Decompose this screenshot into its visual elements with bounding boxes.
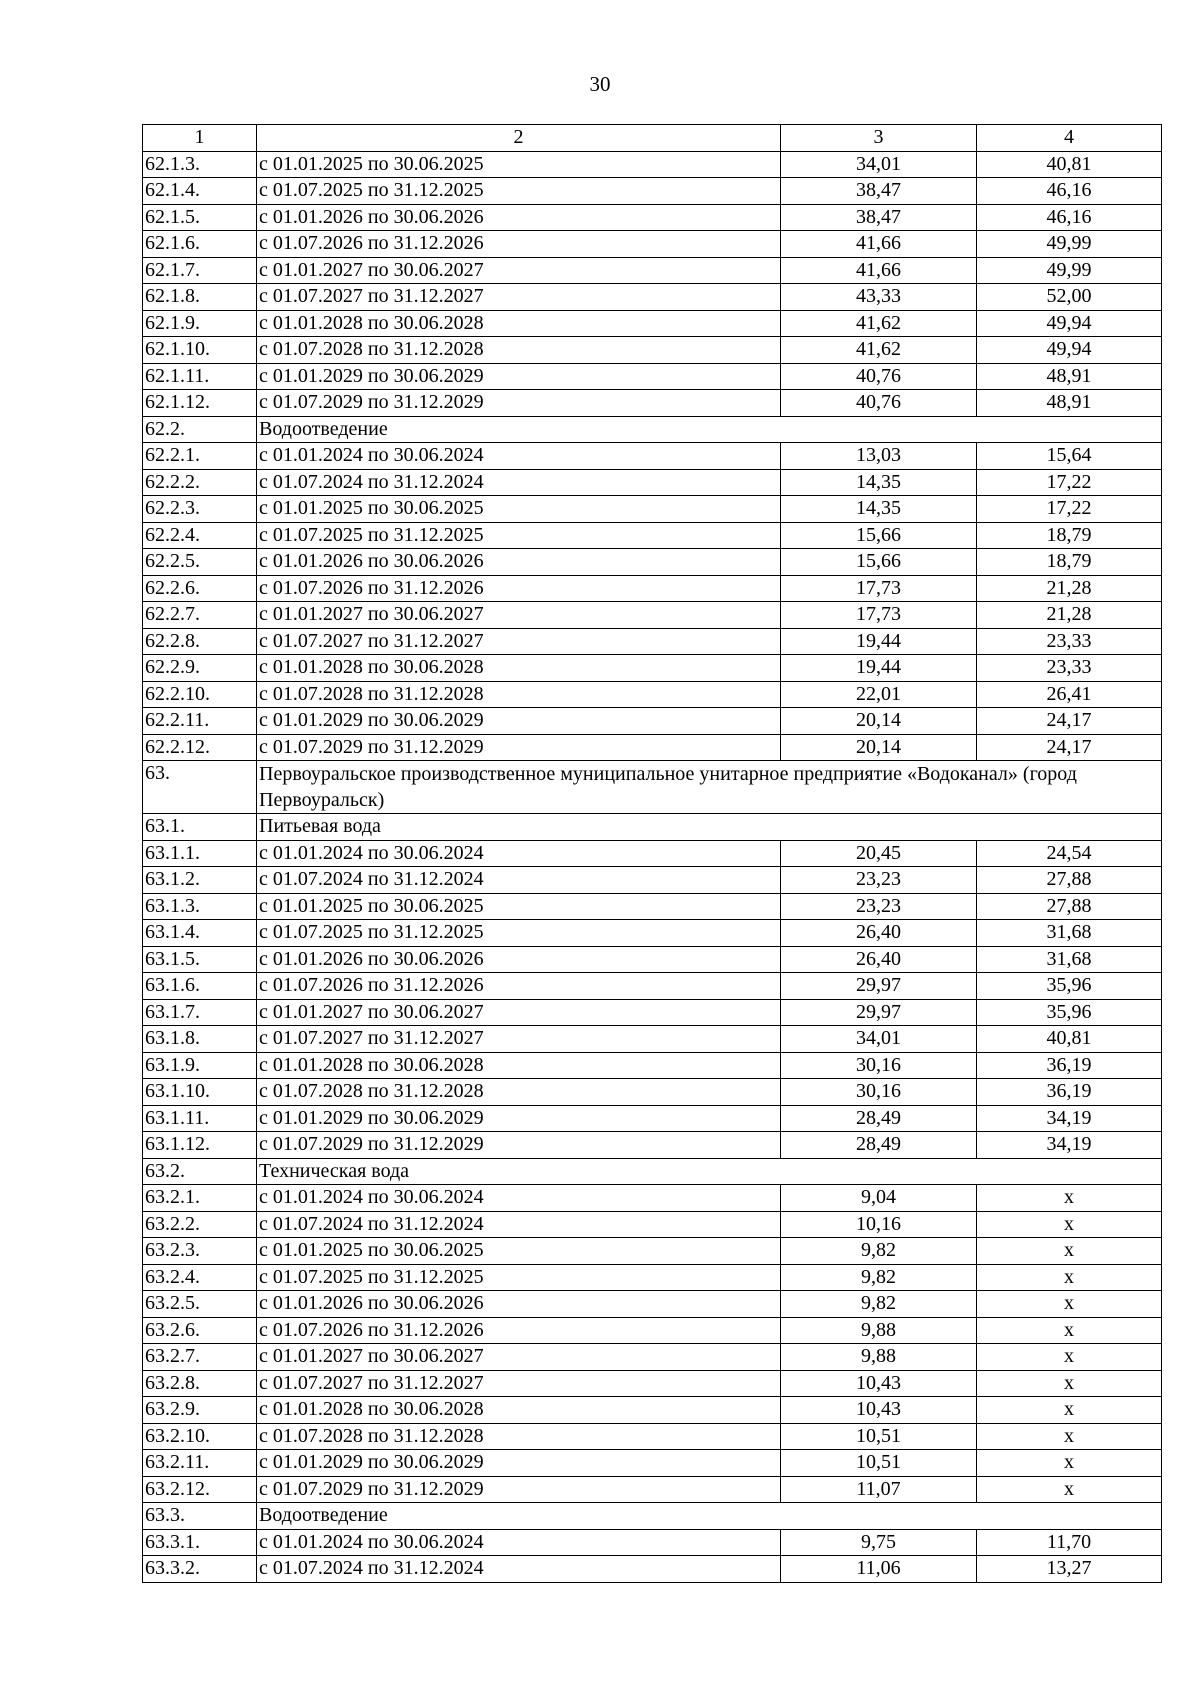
- row-value-col4: 52,00: [977, 284, 1162, 311]
- section-title: Водоотведение: [257, 416, 1162, 443]
- table-row: [143, 867, 1162, 894]
- row-period: с 01.07.2025 по 31.12.2025: [257, 178, 781, 205]
- table-row: [143, 1370, 1162, 1397]
- row-value-col3: 10,51: [781, 1423, 977, 1450]
- row-value-col4: 48,91: [977, 363, 1162, 390]
- table-row: [143, 1317, 1162, 1344]
- header-cell-4: 4: [977, 125, 1162, 152]
- row-value-col3: 29,97: [781, 999, 977, 1026]
- table-row: [143, 1476, 1162, 1503]
- row-value-col3: 14,35: [781, 469, 977, 496]
- row-period: с 01.07.2026 по 31.12.2026: [257, 575, 781, 602]
- table-row: [143, 284, 1162, 311]
- row-number: 63.2.11.: [143, 1450, 257, 1477]
- row-number: 63.1.9.: [143, 1052, 257, 1079]
- row-value-col4: х: [977, 1370, 1162, 1397]
- row-value-col3: 10,51: [781, 1450, 977, 1477]
- table-row: [143, 310, 1162, 337]
- row-number: 63.1.7.: [143, 999, 257, 1026]
- row-value-col3: 9,88: [781, 1317, 977, 1344]
- table-row: [143, 1079, 1162, 1106]
- row-value-col4: 24,17: [977, 708, 1162, 735]
- row-period: с 01.07.2029 по 31.12.2029: [257, 1132, 781, 1159]
- section-number: 63.1.: [143, 814, 257, 841]
- row-value-col3: 30,16: [781, 1079, 977, 1106]
- row-number: 63.2.3.: [143, 1238, 257, 1265]
- row-value-col4: х: [977, 1344, 1162, 1371]
- row-value-col4: 27,88: [977, 867, 1162, 894]
- row-value-col4: 21,28: [977, 602, 1162, 629]
- row-number: 63.2.8.: [143, 1370, 257, 1397]
- row-period: с 01.01.2024 по 30.06.2024: [257, 443, 781, 470]
- row-value-col4: 40,81: [977, 151, 1162, 178]
- row-number: 63.2.9.: [143, 1397, 257, 1424]
- row-number: 62.1.8.: [143, 284, 257, 311]
- row-period: с 01.01.2028 по 30.06.2028: [257, 1052, 781, 1079]
- row-number: 63.2.1.: [143, 1185, 257, 1212]
- row-value-col3: 9,82: [781, 1264, 977, 1291]
- row-value-col4: 35,96: [977, 999, 1162, 1026]
- row-value-col4: 36,19: [977, 1052, 1162, 1079]
- row-value-col4: 34,19: [977, 1132, 1162, 1159]
- row-value-col3: 11,07: [781, 1476, 977, 1503]
- table-row: [143, 1052, 1162, 1079]
- row-value-col3: 28,49: [781, 1105, 977, 1132]
- row-period: с 01.07.2026 по 31.12.2026: [257, 231, 781, 258]
- row-period: с 01.07.2028 по 31.12.2028: [257, 1079, 781, 1106]
- row-period: с 01.01.2024 по 30.06.2024: [257, 1185, 781, 1212]
- row-value-col3: 26,40: [781, 920, 977, 947]
- table-row: [143, 257, 1162, 284]
- table-row: [143, 469, 1162, 496]
- row-period: с 01.07.2027 по 31.12.2027: [257, 284, 781, 311]
- row-number: 63.2.5.: [143, 1291, 257, 1318]
- tariff-table-body: [143, 125, 1162, 1583]
- table-row: [143, 734, 1162, 761]
- row-value-col4: 24,54: [977, 840, 1162, 867]
- row-number: 62.2.11.: [143, 708, 257, 735]
- row-period: с 01.01.2026 по 30.06.2026: [257, 946, 781, 973]
- row-value-col4: 49,94: [977, 310, 1162, 337]
- row-period: с 01.01.2025 по 30.06.2025: [257, 1238, 781, 1265]
- row-period: с 01.01.2027 по 30.06.2027: [257, 1344, 781, 1371]
- row-value-col3: 10,16: [781, 1211, 977, 1238]
- row-value-col3: 38,47: [781, 178, 977, 205]
- row-value-col3: 30,16: [781, 1052, 977, 1079]
- row-period: с 01.07.2025 по 31.12.2025: [257, 920, 781, 947]
- row-number: 63.3.1.: [143, 1529, 257, 1556]
- row-number: 62.1.3.: [143, 151, 257, 178]
- table-row: [143, 1026, 1162, 1053]
- row-value-col4: 31,68: [977, 946, 1162, 973]
- row-value-col3: 19,44: [781, 628, 977, 655]
- table-row: [143, 973, 1162, 1000]
- row-value-col3: 38,47: [781, 204, 977, 231]
- row-value-col4: 18,79: [977, 522, 1162, 549]
- table-header-row: [143, 125, 1162, 152]
- row-value-col3: 15,66: [781, 522, 977, 549]
- row-period: с 01.07.2028 по 31.12.2028: [257, 1423, 781, 1450]
- row-number: 62.2.1.: [143, 443, 257, 470]
- row-value-col4: 23,33: [977, 628, 1162, 655]
- row-value-col3: 22,01: [781, 681, 977, 708]
- row-value-col3: 41,62: [781, 337, 977, 364]
- row-value-col3: 34,01: [781, 1026, 977, 1053]
- table-row: [143, 920, 1162, 947]
- table-row: [143, 496, 1162, 523]
- row-period: с 01.01.2025 по 30.06.2025: [257, 151, 781, 178]
- table-row: [143, 946, 1162, 973]
- row-period: с 01.07.2025 по 31.12.2025: [257, 1264, 781, 1291]
- row-period: с 01.07.2024 по 31.12.2024: [257, 1211, 781, 1238]
- row-value-col3: 26,40: [781, 946, 977, 973]
- row-period: с 01.01.2028 по 30.06.2028: [257, 655, 781, 682]
- row-period: с 01.01.2028 по 30.06.2028: [257, 1397, 781, 1424]
- table-row: [143, 1423, 1162, 1450]
- row-period: с 01.07.2029 по 31.12.2029: [257, 390, 781, 417]
- row-number: 63.1.6.: [143, 973, 257, 1000]
- table-row: [143, 549, 1162, 576]
- row-value-col4: х: [977, 1211, 1162, 1238]
- table-row: [143, 1132, 1162, 1159]
- table-row: [143, 151, 1162, 178]
- row-value-col4: 48,91: [977, 390, 1162, 417]
- row-value-col3: 9,82: [781, 1291, 977, 1318]
- section-row: [143, 814, 1162, 841]
- table-row: [143, 628, 1162, 655]
- row-period: с 01.01.2025 по 30.06.2025: [257, 893, 781, 920]
- row-value-col4: х: [977, 1238, 1162, 1265]
- section-number: 63.: [143, 761, 257, 814]
- row-period: с 01.01.2024 по 30.06.2024: [257, 1529, 781, 1556]
- row-value-col3: 20,14: [781, 734, 977, 761]
- row-period: с 01.07.2026 по 31.12.2026: [257, 973, 781, 1000]
- row-period: с 01.01.2027 по 30.06.2027: [257, 257, 781, 284]
- section-number: 63.2.: [143, 1158, 257, 1185]
- row-number: 63.1.10.: [143, 1079, 257, 1106]
- row-value-col4: 23,33: [977, 655, 1162, 682]
- row-value-col4: 35,96: [977, 973, 1162, 1000]
- table-row: [143, 575, 1162, 602]
- row-period: с 01.01.2028 по 30.06.2028: [257, 310, 781, 337]
- row-period: с 01.01.2029 по 30.06.2029: [257, 708, 781, 735]
- row-number: 63.2.7.: [143, 1344, 257, 1371]
- row-number: 62.1.12.: [143, 390, 257, 417]
- row-period: с 01.07.2027 по 31.12.2027: [257, 1026, 781, 1053]
- row-number: 63.1.3.: [143, 893, 257, 920]
- table-row: [143, 1238, 1162, 1265]
- row-value-col3: 17,73: [781, 575, 977, 602]
- row-period: с 01.07.2028 по 31.12.2028: [257, 681, 781, 708]
- organization-row: [143, 761, 1162, 814]
- table-row: [143, 893, 1162, 920]
- row-value-col3: 15,66: [781, 549, 977, 576]
- row-period: с 01.01.2024 по 30.06.2024: [257, 840, 781, 867]
- row-number: 63.1.1.: [143, 840, 257, 867]
- header-cell-1: 1: [143, 125, 257, 152]
- table-row: [143, 390, 1162, 417]
- row-value-col4: 26,41: [977, 681, 1162, 708]
- row-number: 62.1.5.: [143, 204, 257, 231]
- row-number: 62.2.10.: [143, 681, 257, 708]
- row-number: 62.1.10.: [143, 337, 257, 364]
- row-value-col4: х: [977, 1397, 1162, 1424]
- row-period: с 01.07.2026 по 31.12.2026: [257, 1317, 781, 1344]
- row-number: 62.2.2.: [143, 469, 257, 496]
- row-value-col3: 19,44: [781, 655, 977, 682]
- row-value-col4: 18,79: [977, 549, 1162, 576]
- row-number: 62.1.4.: [143, 178, 257, 205]
- row-value-col3: 43,33: [781, 284, 977, 311]
- row-value-col3: 9,75: [781, 1529, 977, 1556]
- row-number: 63.1.5.: [143, 946, 257, 973]
- row-value-col3: 41,62: [781, 310, 977, 337]
- row-value-col4: 11,70: [977, 1529, 1162, 1556]
- row-value-col3: 10,43: [781, 1370, 977, 1397]
- row-period: с 01.01.2026 по 30.06.2026: [257, 204, 781, 231]
- row-value-col4: х: [977, 1450, 1162, 1477]
- row-number: 63.3.2.: [143, 1556, 257, 1583]
- row-value-col4: 49,99: [977, 231, 1162, 258]
- row-number: 63.1.8.: [143, 1026, 257, 1053]
- row-number: 62.1.7.: [143, 257, 257, 284]
- row-number: 63.2.10.: [143, 1423, 257, 1450]
- row-value-col3: 9,88: [781, 1344, 977, 1371]
- row-number: 62.2.3.: [143, 496, 257, 523]
- row-value-col3: 20,45: [781, 840, 977, 867]
- table-row: [143, 443, 1162, 470]
- row-value-col3: 11,06: [781, 1556, 977, 1583]
- section-row: [143, 416, 1162, 443]
- row-period: с 01.01.2026 по 30.06.2026: [257, 1291, 781, 1318]
- section-row: [143, 1158, 1162, 1185]
- row-period: с 01.07.2027 по 31.12.2027: [257, 628, 781, 655]
- table-row: [143, 708, 1162, 735]
- row-value-col4: 40,81: [977, 1026, 1162, 1053]
- section-number: 62.2.: [143, 416, 257, 443]
- table-row: [143, 1105, 1162, 1132]
- row-value-col3: 9,04: [781, 1185, 977, 1212]
- row-period: с 01.01.2025 по 30.06.2025: [257, 496, 781, 523]
- table-row: [143, 1264, 1162, 1291]
- row-value-col4: х: [977, 1423, 1162, 1450]
- table-row: [143, 363, 1162, 390]
- row-value-col4: 27,88: [977, 893, 1162, 920]
- row-period: с 01.07.2025 по 31.12.2025: [257, 522, 781, 549]
- row-period: с 01.07.2027 по 31.12.2027: [257, 1370, 781, 1397]
- row-number: 62.1.6.: [143, 231, 257, 258]
- row-value-col4: 49,99: [977, 257, 1162, 284]
- header-cell-3: 3: [781, 125, 977, 152]
- row-value-col3: 14,35: [781, 496, 977, 523]
- row-value-col4: 15,64: [977, 443, 1162, 470]
- row-number: 62.2.8.: [143, 628, 257, 655]
- table-row: [143, 178, 1162, 205]
- header-cell-2: 2: [257, 125, 781, 152]
- table-row: [143, 1291, 1162, 1318]
- table-row: [143, 602, 1162, 629]
- row-number: 63.1.4.: [143, 920, 257, 947]
- section-title: Водоотведение: [257, 1503, 1162, 1530]
- row-value-col4: 34,19: [977, 1105, 1162, 1132]
- row-number: 62.2.4.: [143, 522, 257, 549]
- row-value-col4: 31,68: [977, 920, 1162, 947]
- row-value-col3: 34,01: [781, 151, 977, 178]
- table-row: [143, 999, 1162, 1026]
- row-period: с 01.07.2029 по 31.12.2029: [257, 734, 781, 761]
- tariff-table: [142, 124, 1162, 1583]
- row-number: 63.2.12.: [143, 1476, 257, 1503]
- row-period: с 01.01.2027 по 30.06.2027: [257, 602, 781, 629]
- row-number: 62.2.12.: [143, 734, 257, 761]
- row-period: с 01.07.2024 по 31.12.2024: [257, 867, 781, 894]
- row-value-col4: х: [977, 1185, 1162, 1212]
- row-value-col3: 23,23: [781, 893, 977, 920]
- row-value-col3: 10,43: [781, 1397, 977, 1424]
- row-period: с 01.01.2026 по 30.06.2026: [257, 549, 781, 576]
- row-value-col4: 49,94: [977, 337, 1162, 364]
- row-value-col3: 41,66: [781, 231, 977, 258]
- row-value-col4: 36,19: [977, 1079, 1162, 1106]
- row-value-col4: 46,16: [977, 204, 1162, 231]
- row-period: с 01.07.2028 по 31.12.2028: [257, 337, 781, 364]
- table-row: [143, 1450, 1162, 1477]
- row-value-col4: 17,22: [977, 496, 1162, 523]
- row-value-col4: 24,17: [977, 734, 1162, 761]
- row-value-col3: 41,66: [781, 257, 977, 284]
- table-row: [143, 1397, 1162, 1424]
- row-period: с 01.07.2024 по 31.12.2024: [257, 469, 781, 496]
- row-value-col3: 29,97: [781, 973, 977, 1000]
- row-value-col3: 13,03: [781, 443, 977, 470]
- row-number: 63.1.11.: [143, 1105, 257, 1132]
- table-row: [143, 1185, 1162, 1212]
- row-period: с 01.01.2029 по 30.06.2029: [257, 1450, 781, 1477]
- row-number: 62.2.6.: [143, 575, 257, 602]
- row-value-col4: 17,22: [977, 469, 1162, 496]
- row-period: с 01.01.2027 по 30.06.2027: [257, 999, 781, 1026]
- table-row: [143, 655, 1162, 682]
- section-row: [143, 1503, 1162, 1530]
- row-value-col3: 17,73: [781, 602, 977, 629]
- row-number: 62.2.9.: [143, 655, 257, 682]
- row-value-col4: х: [977, 1264, 1162, 1291]
- table-row: [143, 231, 1162, 258]
- table-row: [143, 1344, 1162, 1371]
- table-row: [143, 522, 1162, 549]
- row-value-col4: х: [977, 1476, 1162, 1503]
- row-period: с 01.07.2029 по 31.12.2029: [257, 1476, 781, 1503]
- row-value-col3: 20,14: [781, 708, 977, 735]
- row-value-col4: 13,27: [977, 1556, 1162, 1583]
- row-number: 63.2.6.: [143, 1317, 257, 1344]
- row-value-col3: 28,49: [781, 1132, 977, 1159]
- table-row: [143, 1529, 1162, 1556]
- row-number: 62.2.5.: [143, 549, 257, 576]
- row-value-col4: 21,28: [977, 575, 1162, 602]
- row-number: 63.2.2.: [143, 1211, 257, 1238]
- row-period: с 01.07.2024 по 31.12.2024: [257, 1556, 781, 1583]
- row-value-col4: х: [977, 1317, 1162, 1344]
- table-row: [143, 681, 1162, 708]
- row-period: с 01.01.2029 по 30.06.2029: [257, 1105, 781, 1132]
- row-number: 63.2.4.: [143, 1264, 257, 1291]
- row-number: 62.1.11.: [143, 363, 257, 390]
- table-row: [143, 1211, 1162, 1238]
- row-value-col3: 40,76: [781, 390, 977, 417]
- row-period: с 01.01.2029 по 30.06.2029: [257, 363, 781, 390]
- row-value-col3: 40,76: [781, 363, 977, 390]
- table-row: [143, 1556, 1162, 1583]
- row-value-col4: 46,16: [977, 178, 1162, 205]
- row-value-col4: х: [977, 1291, 1162, 1318]
- section-title: Питьевая вода: [257, 814, 1162, 841]
- row-value-col3: 23,23: [781, 867, 977, 894]
- page-number: 30: [589, 72, 611, 96]
- section-title: Техническая вода: [257, 1158, 1162, 1185]
- section-number: 63.3.: [143, 1503, 257, 1530]
- row-number: 62.1.9.: [143, 310, 257, 337]
- organization-title: Первоуральское производственное муниципальное унитарное предприятие «Водоканал» (город Первоуральск): [257, 761, 1162, 814]
- row-number: 63.1.12.: [143, 1132, 257, 1159]
- table-row: [143, 204, 1162, 231]
- table-row: [143, 337, 1162, 364]
- row-number: 62.2.7.: [143, 602, 257, 629]
- row-number: 63.1.2.: [143, 867, 257, 894]
- table-row: [143, 840, 1162, 867]
- row-value-col3: 9,82: [781, 1238, 977, 1265]
